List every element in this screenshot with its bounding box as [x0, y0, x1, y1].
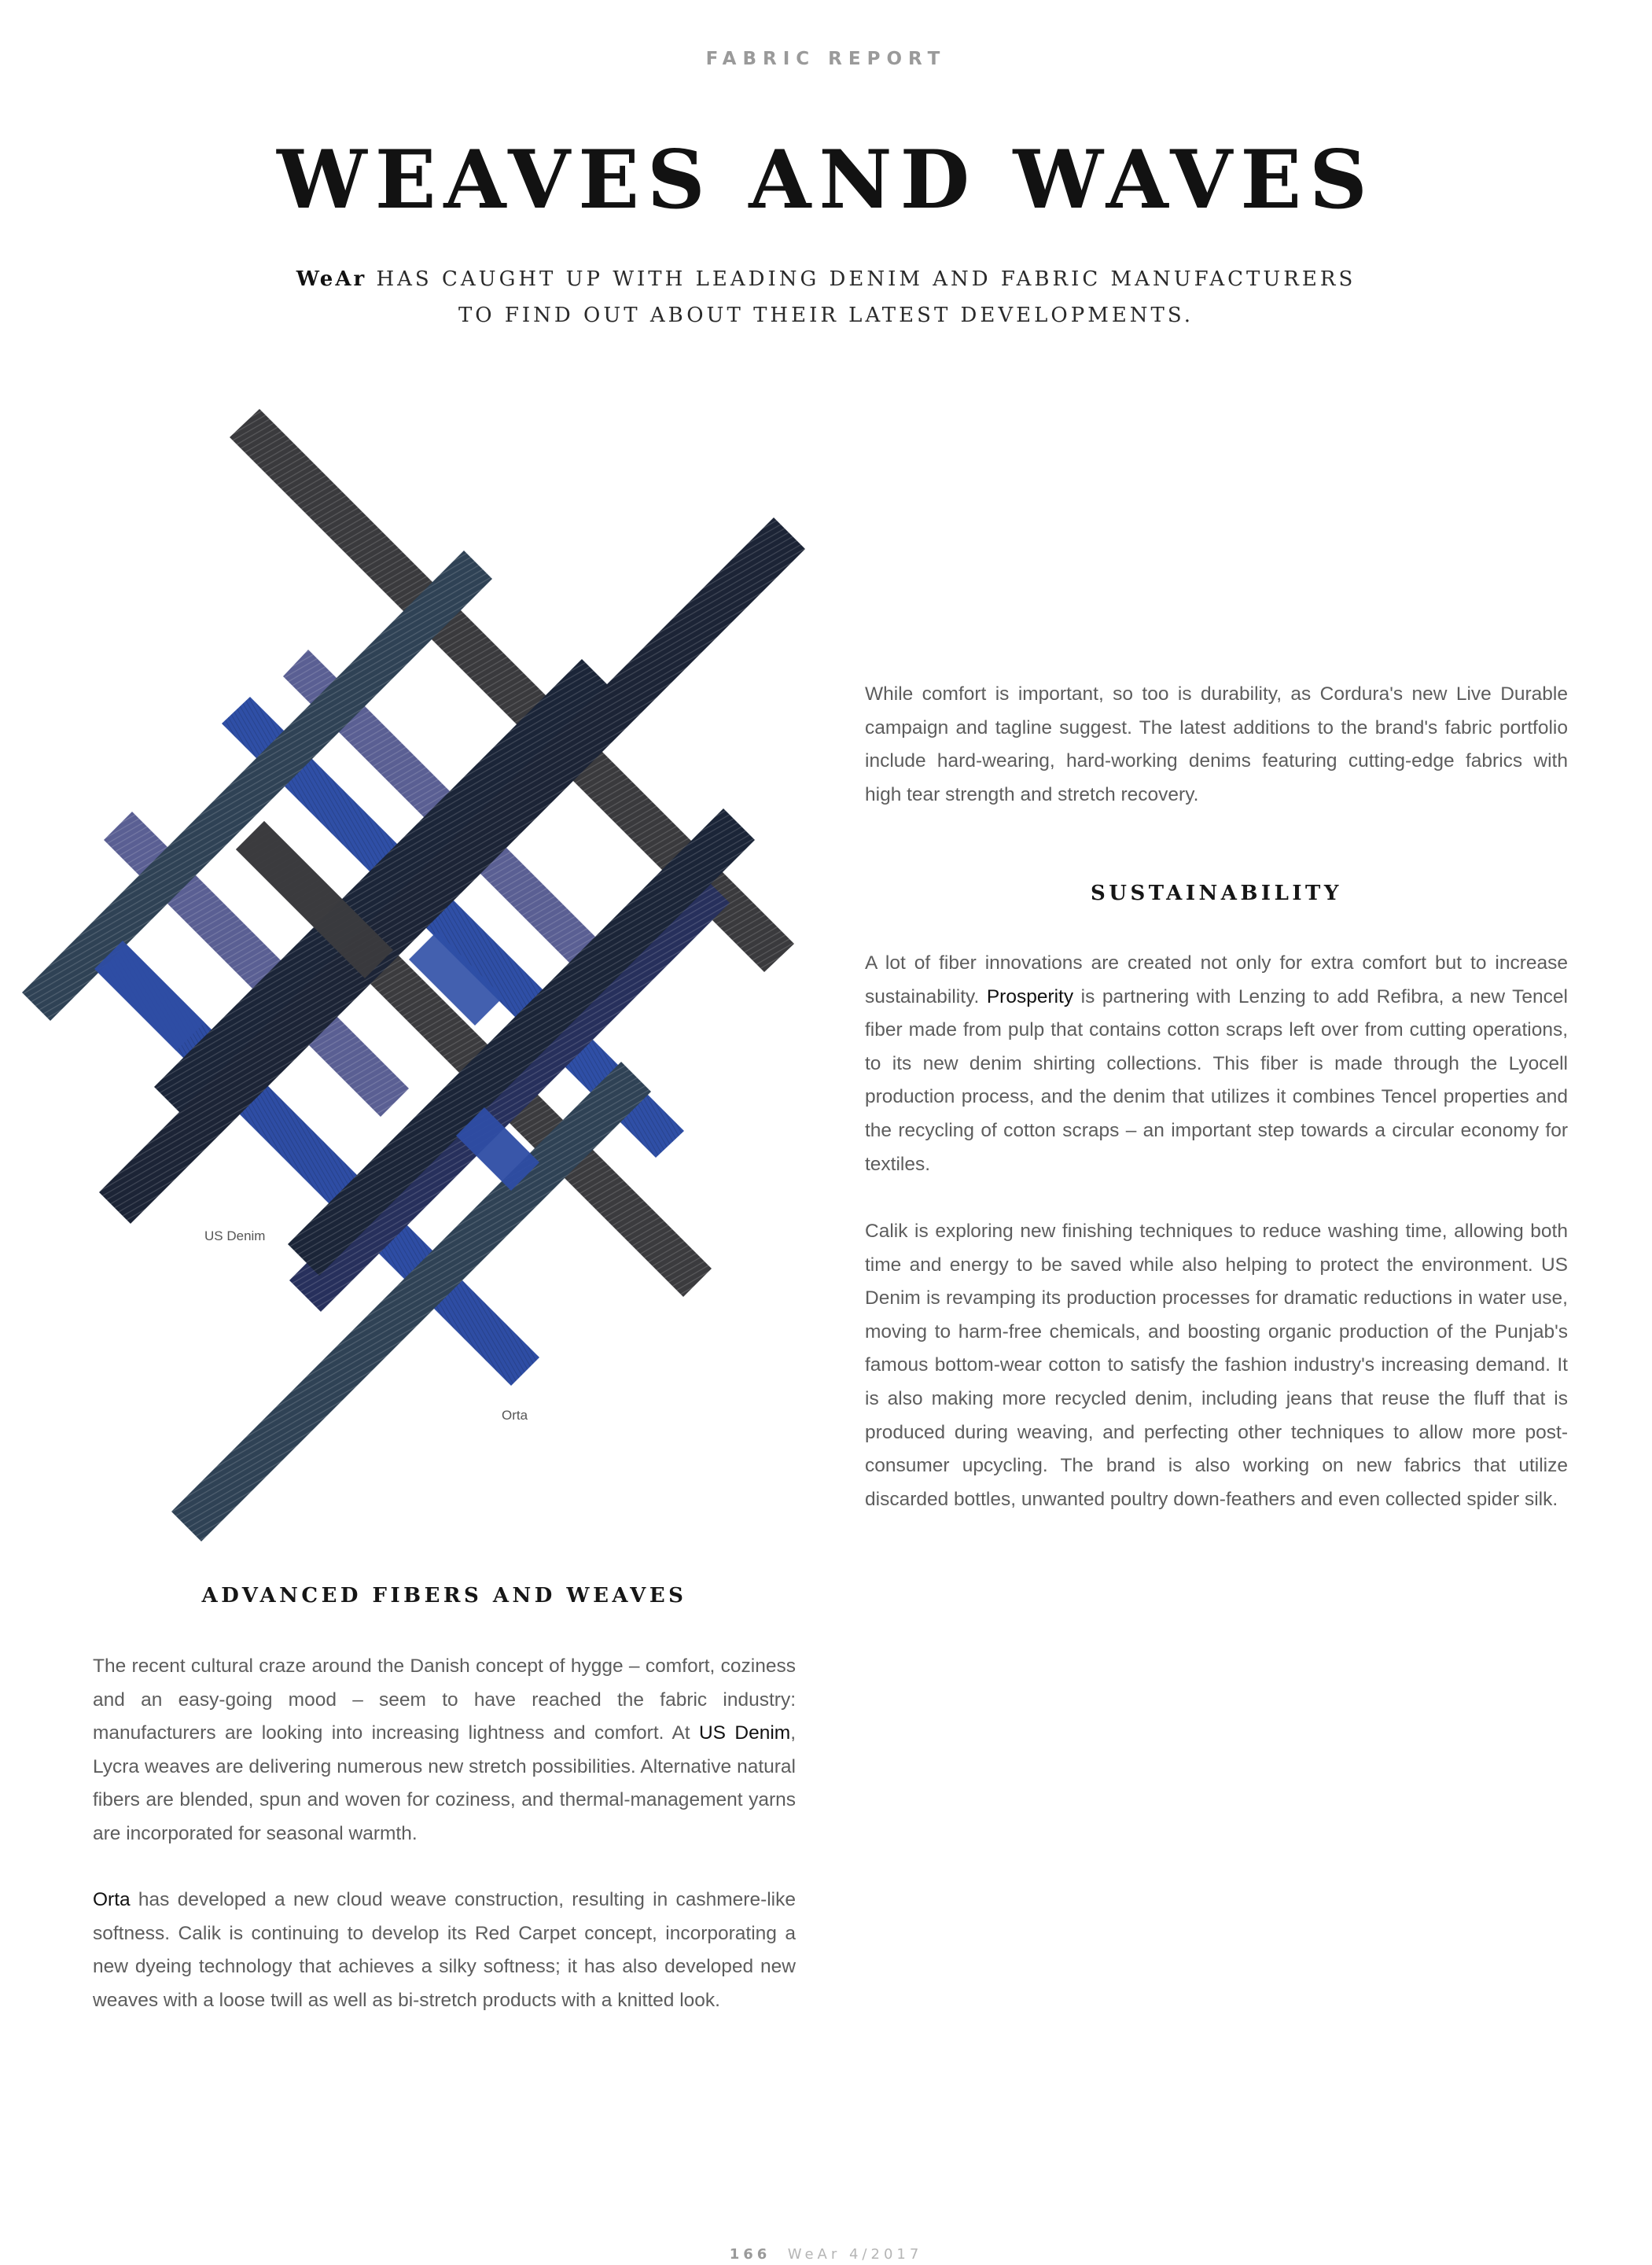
advanced-p1-text-cont: , Lycra weaves are delivering numerous new stretch possibilities. Alternative natural fibers are blended, spun and woven for coziness, and thermal-management yarns are incorporated for seasonal warmth.	[93, 1722, 796, 1844]
page-footer	[0, 2246, 1652, 2263]
subtitle-line-1	[0, 261, 1652, 297]
caption-orta: Orta	[502, 1408, 528, 1423]
caption-us-denim: US Denim	[204, 1228, 266, 1243]
sustainability-heading: SUSTAINABILITY	[1091, 882, 1342, 905]
sustainability-p1-text: A lot of fiber innovations are created not only for extra comfort but to increase sustainability.	[865, 952, 1568, 1007]
issue-label: WeAr 4/2017	[787, 2246, 923, 2263]
advanced-p1-text: The recent cultural craze around the Danish concept of hygge – comfort, coziness and an easy-going mood – seem to have reached the fabric industry: manufacturers are looking into increasing lightness and comfort. At	[93, 1655, 796, 1744]
brand-orta: Orta	[93, 1889, 131, 1910]
woven-denim-strips-illustration	[0, 409, 833, 1557]
page-title: WEAVES AND WAVES	[277, 133, 1375, 227]
section-label: FABRIC REPORT	[705, 49, 947, 69]
advanced-p2-text: has developed a new cloud weave construction, resulting in cashmere-like softness. Calik is continuing to develop its Red Carpet concept, incorporating a new dyeing technology that achieves a silky softness; it has also developed new weaves with a loose twill as well as bi-stretch products with a knitted look.	[93, 1889, 796, 2011]
subtitle	[0, 261, 1652, 333]
brand-us-denim: US Denim	[698, 1722, 791, 1744]
subtitle-line-1-text: HAS CAUGHT UP WITH LEADING DENIM AND FABRIC MANUFACTURERS	[366, 267, 1356, 291]
brand-prosperity: Prosperity	[986, 985, 1074, 1007]
sustainability-p1-text-cont: is partnering with Lenzing to add Refibra, a new Tencel fiber made from pulp that contains cotton scraps left over from cutting operations, to its new denim shirting collections. This fiber is made through the Lyocell production process, and the denim that utilizes it combines Tencel properties and the recycling of cotton scraps – an important step towards a circular economy for textiles.	[865, 985, 1568, 1175]
advanced-fibers-paragraph-2	[93, 1884, 796, 2017]
sustainability-paragraph-2: Calik is exploring new finishing techniques to reduce washing time, allowing both time and energy to be saved while also helping to protect the environment. US Denim is revamping its production processes for dramatic reductions in water use, moving to harm-free chemicals, and boosting organic production of the Punjab's famous bottom-wear cotton to satisfy the fashion industry's increasing demand. It is also making more recycled denim, including jeans that reuse the fluff that is produced during weaving, and perfecting other techniques to allow more post-consumer upcycling. The brand is also working on new fabrics that utilize discarded bottles, unwanted poultry down-feathers and even collected spider silk.	[865, 1221, 1568, 1510]
brand-name: WeAr	[296, 267, 367, 291]
page-number: 166	[729, 2246, 771, 2263]
subtitle-line-2: TO FIND OUT ABOUT THEIR LATEST DEVELOPMENTS.	[458, 304, 1194, 327]
intro-paragraph: While comfort is important, so too is durability, as Cordura's new Live Durable campaign and tagline suggest. The latest additions to the brand's fabric portfolio include hard-wearing, hard-working denims featuring cutting-edge fabrics with high tear strength and stretch recovery.	[865, 683, 1568, 805]
sustainability-paragraph-1	[865, 947, 1568, 1181]
advanced-fibers-heading: ADVANCED FIBERS AND WEAVES	[201, 1584, 687, 1608]
advanced-fibers-paragraph-1	[93, 1650, 796, 1851]
